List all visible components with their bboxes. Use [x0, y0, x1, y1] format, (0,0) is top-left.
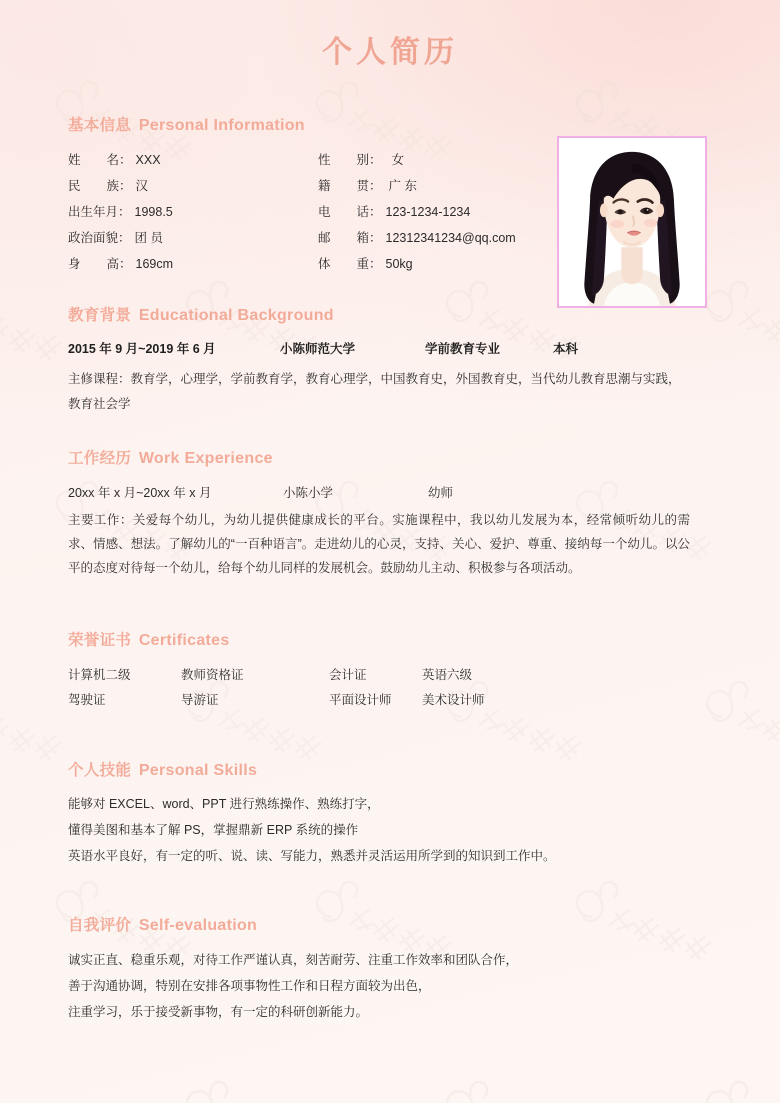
- section-header-cn: 自我评价: [68, 917, 132, 935]
- self-evaluation-list: [68, 948, 712, 1026]
- section-header-cn: 个人技能: [68, 761, 132, 779]
- section-self-evaluation: [68, 913, 712, 1026]
- work-description: 主要工作：关爱每个幼儿，为幼儿提供健康成长的平台。实施课程中，我以幼儿发展为本，经常倾听幼儿的需求、情感、想法。了解幼儿的“一百种语言”。走进幼儿的心灵，支持、关心、爱护、尊重、接纳每一个幼儿。以公平的态度对待每一个幼儿，给每个幼儿同样的发展机会。鼓励幼儿主动、积极参与各项活动。: [68, 512, 690, 576]
- section-header-personal-skills: [68, 758, 712, 780]
- self-evaluation-line: 善于沟通协调，特别在安排各项事物性工作和日程方面较为出色，: [68, 979, 431, 994]
- field-gender-value: 女: [391, 153, 405, 167]
- field-birthdate: [68, 200, 318, 226]
- section-header-self-evaluation: [68, 913, 712, 935]
- field-birthdate-value: 1998.5: [134, 204, 173, 219]
- skill-line: 英语水平良好，有一定的听、说、读、写能力，熟悉并灵活运用所学到的知识到工作中。: [68, 848, 556, 863]
- skills-list: [68, 792, 712, 870]
- certificate-item: 会计证: [329, 667, 367, 682]
- certificates-grid: [68, 663, 712, 713]
- field-phone-label: 电 话：: [318, 204, 382, 219]
- skill-line: 能够对 EXCEL、word、PPT 进行熟练操作、熟练打字，: [68, 796, 380, 811]
- field-ethnicity: [68, 174, 318, 200]
- section-personal-skills: [68, 758, 712, 870]
- field-ethnicity-value: 汉: [135, 178, 149, 193]
- education-school: 小陈师范大学: [280, 342, 356, 357]
- section-header-cn: 工作经历: [68, 449, 132, 467]
- section-work-experience: [68, 446, 712, 581]
- section-header-en: Certificates: [138, 631, 230, 649]
- skill-line: 懂得美图和基本了解 PS，掌握鼎新 ERP 系统的操作: [68, 822, 359, 837]
- education-major: 学前教育专业: [425, 342, 501, 357]
- certificate-item: 平面设计师: [329, 692, 392, 707]
- section-header-en: Personal Information: [138, 117, 305, 134]
- field-name-value: XXX: [135, 153, 161, 167]
- field-hometown-label: 籍 贯：: [318, 178, 382, 193]
- certificate-item: 驾驶证: [68, 692, 106, 707]
- field-phone-value: 123-1234-1234: [385, 204, 471, 219]
- field-ethnicity-label: 民 族：: [68, 178, 132, 193]
- section-header-cn: 荣誉证书: [68, 631, 132, 649]
- field-political-status-label: 政治面貌：: [68, 230, 131, 245]
- field-email-label: 邮 箱：: [318, 230, 382, 245]
- field-birthdate-label: 出生年月：: [68, 204, 131, 219]
- education-period: 2015 年 9 月~2019 年 6 月: [68, 342, 216, 357]
- certificate-item: 导游证: [181, 692, 219, 707]
- field-name-label: 姓 名：: [68, 153, 132, 167]
- work-company: 小陈小学: [283, 485, 334, 500]
- field-weight-value: 50kg: [385, 256, 413, 271]
- field-email-value: 12312341234@qq.com: [385, 230, 516, 245]
- section-header-en: Educational Background: [138, 307, 334, 325]
- field-height-value: 169cm: [135, 256, 174, 271]
- section-header-en: Personal Skills: [138, 761, 258, 779]
- section-header-basic-info: [68, 113, 712, 135]
- section-header-certificates: [68, 628, 712, 650]
- certificate-item: 教师资格证: [181, 667, 244, 682]
- section-education: [68, 303, 712, 416]
- section-header-en: Self-evaluation: [138, 917, 258, 935]
- field-political-status-value: 团 员: [134, 230, 163, 245]
- field-hometown-value: 广 东: [388, 178, 418, 193]
- certificate-item: 美术设计师: [422, 692, 485, 707]
- section-header-work-experience: [68, 446, 712, 468]
- self-evaluation-line: 注重学习，乐于接受新事物，有一定的科研创新能力。: [68, 1005, 369, 1020]
- page-title: 个人简历: [322, 36, 458, 69]
- field-gender-label: 性 别：: [318, 153, 382, 167]
- education-entry-row: [68, 338, 712, 362]
- field-height-label: 身 高：: [68, 256, 132, 271]
- field-height: [68, 252, 318, 278]
- work-entry-row: [68, 482, 712, 506]
- education-degree: 本科: [553, 342, 579, 357]
- avatar: [557, 136, 707, 308]
- section-certificates: [68, 628, 712, 713]
- field-name: [68, 148, 318, 174]
- certificate-item: 英语六级: [422, 667, 473, 682]
- self-evaluation-line: 诚实正直、稳重乐观，对待工作严谨认真，刻苦耐劳、注重工作效率和团队合作，: [68, 953, 519, 968]
- work-role: 幼师: [428, 485, 454, 500]
- section-header-en: Work Experience: [138, 449, 273, 467]
- work-period: 20xx 年 x 月~20xx 年 x 月: [68, 485, 212, 500]
- section-header-cn: 基本信息: [68, 117, 132, 134]
- certificate-item: 计算机二级: [68, 667, 131, 682]
- field-political-status: [68, 226, 318, 252]
- field-weight-label: 体 重：: [318, 256, 382, 271]
- education-courses: 主修课程：教育学，心理学，学前教育学，教育心理学，中国教育史，外国教育史，当代幼儿教育思潮与实践，教育社会学: [68, 372, 681, 411]
- section-header-cn: 教育背景: [68, 307, 132, 325]
- portrait-photo-icon: [559, 138, 705, 306]
